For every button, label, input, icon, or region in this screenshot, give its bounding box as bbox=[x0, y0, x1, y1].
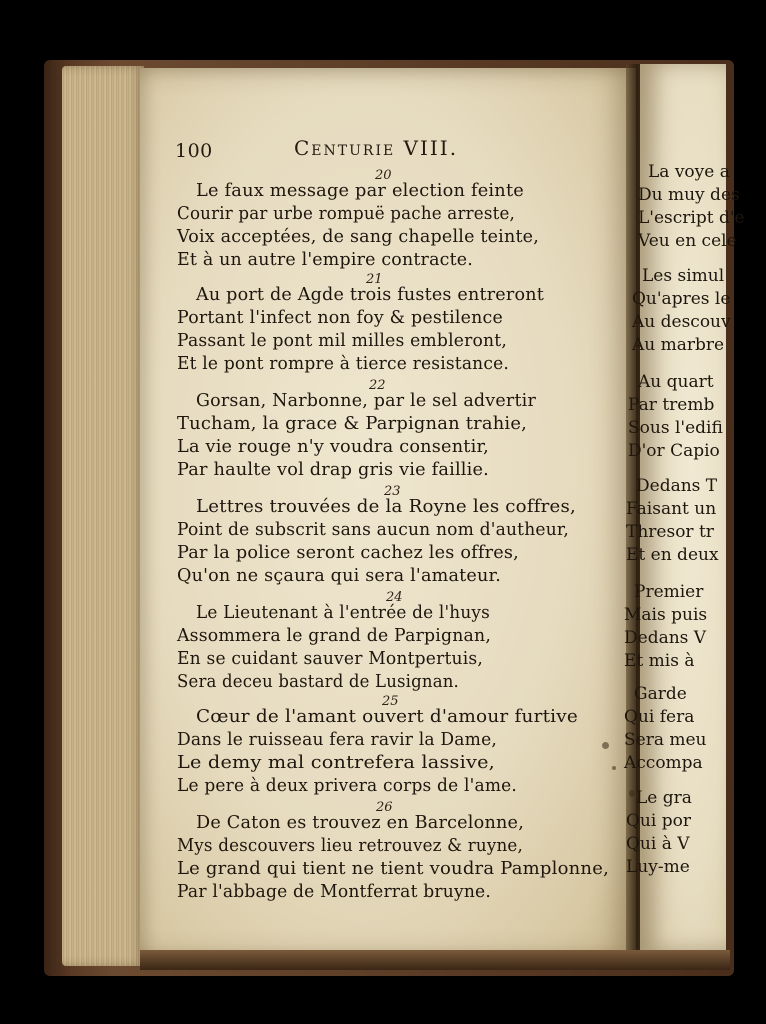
verse-line: Le pere à deux privera corps de l'ame. bbox=[177, 775, 517, 796]
page-edges bbox=[62, 66, 144, 966]
right-page-line: La voye a bbox=[648, 162, 730, 182]
right-page-line: D'or Capio bbox=[628, 441, 720, 461]
verse-line: Au port de Agde trois fustes entreront bbox=[196, 284, 544, 305]
verse-line: Et à un autre l'empire contracte. bbox=[177, 249, 473, 270]
right-page-line: Dedans T bbox=[636, 476, 718, 496]
ink-spot bbox=[629, 790, 635, 797]
verse-line: Passant le pont mil milles embleront, bbox=[177, 330, 507, 351]
stanza-number: 21 bbox=[366, 272, 383, 287]
right-page-line: Au quart bbox=[638, 372, 714, 392]
stanza-number: 25 bbox=[382, 694, 399, 709]
verse-line: Sera deceu bastard de Lusignan. bbox=[177, 671, 459, 692]
verse-line: Le demy mal contrefera lassive, bbox=[177, 752, 495, 773]
right-page-line: Les simul bbox=[642, 266, 725, 286]
right-page-line: Veu en cele bbox=[638, 231, 737, 251]
verse-line: Le Lieutenant à l'entrée de l'huys bbox=[196, 602, 490, 623]
right-page-line: Mais puis bbox=[624, 605, 708, 625]
stanza-number: 22 bbox=[369, 378, 386, 393]
verse-line: Portant l'infect non foy & pestilence bbox=[177, 307, 503, 328]
verse-line: De Caton es trouvez en Barcelonne, bbox=[196, 812, 524, 833]
verse-line: Voix acceptées, de sang chapelle teinte, bbox=[177, 226, 539, 247]
right-page bbox=[624, 64, 745, 950]
stanza-number: 26 bbox=[376, 800, 393, 815]
running-head: Centurie VIII. bbox=[294, 136, 459, 160]
right-page-line: Qui fera bbox=[624, 707, 695, 727]
page-number: 100 bbox=[175, 140, 213, 162]
ink-spot bbox=[612, 766, 616, 770]
right-page-line: Et en deux bbox=[626, 545, 719, 565]
right-page-line: Accompa bbox=[624, 753, 703, 773]
stanza-number: 24 bbox=[386, 590, 403, 605]
right-page-line: Sous l'edifi bbox=[628, 418, 723, 438]
verse-line: Qu'on ne sçaura qui sera l'amateur. bbox=[177, 565, 501, 586]
right-page-line: Au descouv bbox=[632, 312, 731, 332]
right-page-line: Qui à V bbox=[626, 834, 690, 854]
verse-line: En se cuidant sauver Montpertuis, bbox=[177, 648, 483, 669]
verse-line: Par la police seront cachez les offres, bbox=[177, 542, 519, 563]
right-page-line: Garde bbox=[634, 684, 687, 704]
right-page-line: Faisant un bbox=[626, 499, 717, 519]
verse-line: Cœur de l'amant ouvert d'amour furtive bbox=[196, 706, 578, 727]
verse-line: Par l'abbage de Montferrat bruyne. bbox=[177, 881, 491, 902]
right-page-line: Dedans V bbox=[624, 628, 707, 648]
right-page-line: Le gra bbox=[636, 788, 692, 808]
right-page-line: Qui por bbox=[626, 811, 691, 831]
right-page-line: Premier bbox=[634, 582, 704, 602]
verse-line: Tucham, la grace & Parpignan trahie, bbox=[177, 413, 527, 434]
ink-spot bbox=[602, 742, 609, 749]
right-page-line: Qu'apres le bbox=[632, 289, 731, 309]
verse-line: Courir par urbe rompuë pache arreste, bbox=[177, 203, 515, 224]
verse-line: Dans le ruisseau fera ravir la Dame, bbox=[177, 729, 497, 750]
verse-line: Mys descouvers lieu retrouvez & ruyne, bbox=[177, 835, 523, 856]
verse-line: Assommera le grand de Parpignan, bbox=[177, 625, 491, 646]
verse-line: Par haulte vol drap gris vie faillie. bbox=[177, 459, 489, 480]
verse-line: Lettres trouvées de la Royne les coffres, bbox=[196, 496, 576, 517]
verse-line: Point de subscrit sans aucun nom d'autheur, bbox=[177, 519, 569, 540]
right-page-line: Par tremb bbox=[628, 395, 715, 415]
stanza-number: 23 bbox=[384, 484, 401, 499]
stanza-number: 20 bbox=[375, 168, 392, 183]
right-page-line: Et mis à bbox=[624, 651, 695, 671]
verse-line: Le faux message par election feinte bbox=[196, 180, 524, 201]
right-page-line: Au marbre bbox=[632, 335, 725, 355]
verse-line: Gorsan, Narbonne, par le sel advertir bbox=[196, 390, 536, 411]
book-bottom-edge bbox=[140, 950, 730, 970]
verse-line: Et le pont rompre à tierce resistance. bbox=[177, 353, 509, 374]
right-page-line: L'escript d'e bbox=[638, 208, 745, 228]
right-page-line: Luy-me bbox=[626, 857, 690, 877]
verse-line: La vie rouge n'y voudra consentir, bbox=[177, 436, 489, 457]
right-page-line: Sera meu bbox=[624, 730, 707, 750]
verse-line: Le grand qui tient ne tient voudra Pamplonne, bbox=[177, 858, 609, 879]
right-page-line: Du muy des bbox=[638, 185, 740, 205]
right-page-line: Thresor tr bbox=[626, 522, 714, 542]
